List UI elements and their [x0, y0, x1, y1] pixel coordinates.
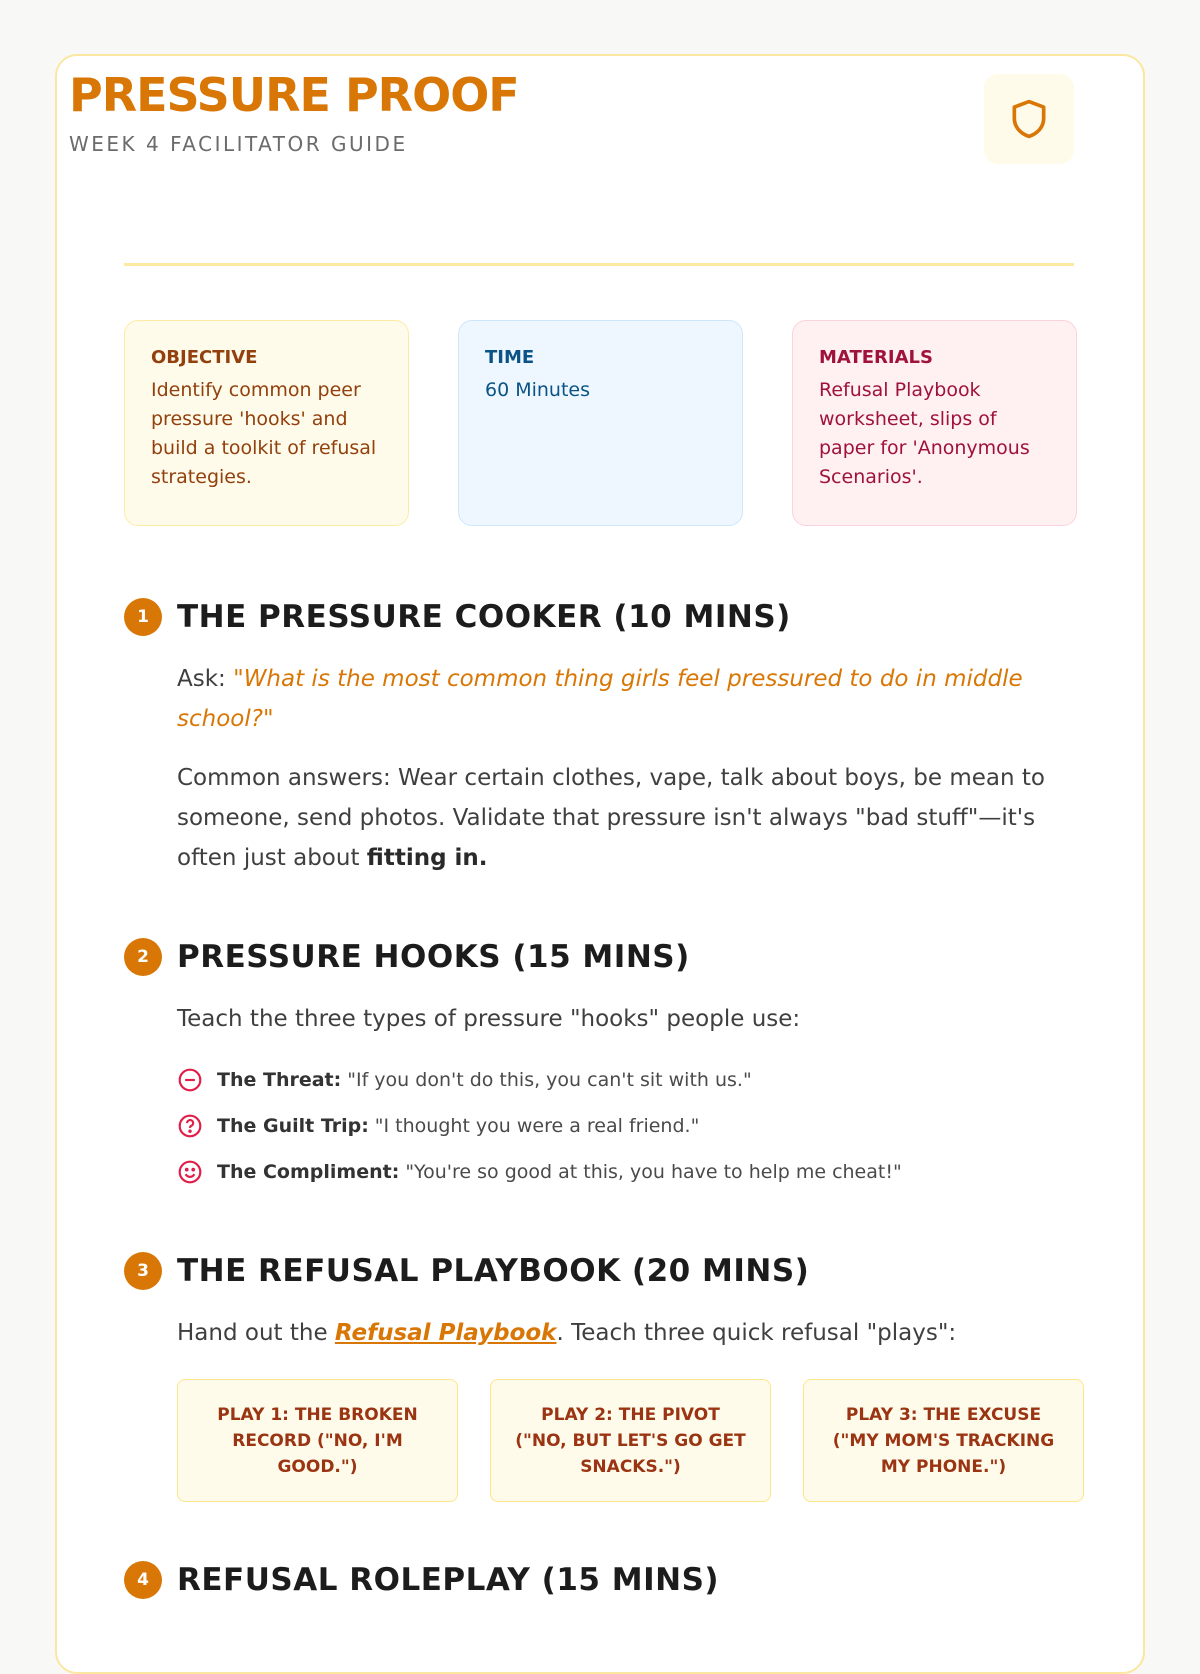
time-card [458, 320, 743, 526]
hook-quote: "If you don't do this, you can't sit with us." [347, 1069, 752, 1091]
materials-card [792, 320, 1077, 526]
intro-suffix: . Teach three quick refusal "plays": [556, 1320, 957, 1346]
minus-circle-icon [177, 1067, 203, 1093]
section-refusal-roleplay [124, 1559, 1084, 1601]
section-title: PRESSURE HOOKS (15 MINS) [177, 939, 690, 975]
section-number: 2 [124, 938, 162, 976]
intro-prefix: Hand out the [177, 1320, 335, 1346]
section-title: THE REFUSAL PLAYBOOK (20 MINS) [177, 1253, 810, 1289]
smile-icon [177, 1159, 203, 1185]
section-number: 3 [124, 1252, 162, 1290]
section-title: THE PRESSURE COOKER (10 MINS) [177, 599, 791, 635]
time-text: 60 Minutes [485, 379, 591, 401]
hook-name: The Threat: [217, 1069, 342, 1091]
section-pressure-cooker [124, 596, 1084, 878]
page-title: PRESSURE PROOF [69, 68, 519, 122]
common-answers [177, 758, 1084, 878]
ask-quote: "What is the most common thing girls feel pressured to do in middle school?" [177, 666, 1023, 732]
play-card: PLAY 2: THE PIVOT ("NO, BUT LET'S GO GET SNACKS.") [490, 1379, 771, 1502]
hooks-intro: Teach the three types of pressure "hooks" people use: [177, 1006, 801, 1032]
plays-row [177, 1379, 1084, 1502]
shield-badge [984, 74, 1074, 164]
hook-name: The Guilt Trip: [217, 1115, 369, 1137]
playbook-intro [177, 1313, 1084, 1353]
list-item [177, 1149, 1084, 1195]
hooks-list [177, 1057, 1084, 1195]
hook-name: The Compliment: [217, 1161, 400, 1183]
fitting-in-emphasis: fitting in. [366, 845, 488, 871]
shield-icon [1007, 94, 1051, 144]
play-card: PLAY 1: THE BROKEN RECORD ("NO, I'M GOOD.") [177, 1379, 458, 1502]
materials-text: Refusal Playbook worksheet, slips of paper for 'Anonymous Scenarios'. [819, 379, 1030, 488]
play-card: PLAY 3: THE EXCUSE ("MY MOM'S TRACKING MY PHONE.") [803, 1379, 1084, 1502]
section-title: REFUSAL ROLEPLAY (15 MINS) [177, 1562, 720, 1598]
header-divider [124, 263, 1074, 266]
common-answers-text: Common answers: Wear certain clothes, vape, talk about boys, be mean to someone, send photos. Validate that pressure isn't always "bad stuff"—it's often just about [177, 765, 1045, 871]
question-circle-icon [177, 1113, 203, 1139]
section-number: 1 [124, 598, 162, 636]
page-subtitle: WEEK 4 FACILITATOR GUIDE [69, 132, 408, 156]
materials-label: MATERIALS [819, 347, 933, 368]
list-item [177, 1057, 1084, 1103]
header [69, 70, 1019, 156]
time-label: TIME [485, 347, 535, 368]
section-number: 4 [124, 1561, 162, 1599]
refusal-playbook-link[interactable]: Refusal Playbook [334, 1320, 557, 1346]
hook-quote: "You're so good at this, you have to help me cheat!" [405, 1161, 902, 1183]
section-refusal-playbook [124, 1250, 1084, 1502]
ask-prompt [177, 659, 1084, 739]
list-item [177, 1103, 1084, 1149]
hook-quote: "I thought you were a real friend." [374, 1115, 700, 1137]
objective-label: OBJECTIVE [151, 347, 258, 368]
ask-prefix: Ask: [177, 666, 234, 692]
info-cards [124, 320, 1077, 526]
objective-text: Identify common peer pressure 'hooks' and build a toolkit of refusal strategies. [151, 379, 377, 488]
section-pressure-hooks [124, 936, 1084, 1195]
objective-card [124, 320, 409, 526]
